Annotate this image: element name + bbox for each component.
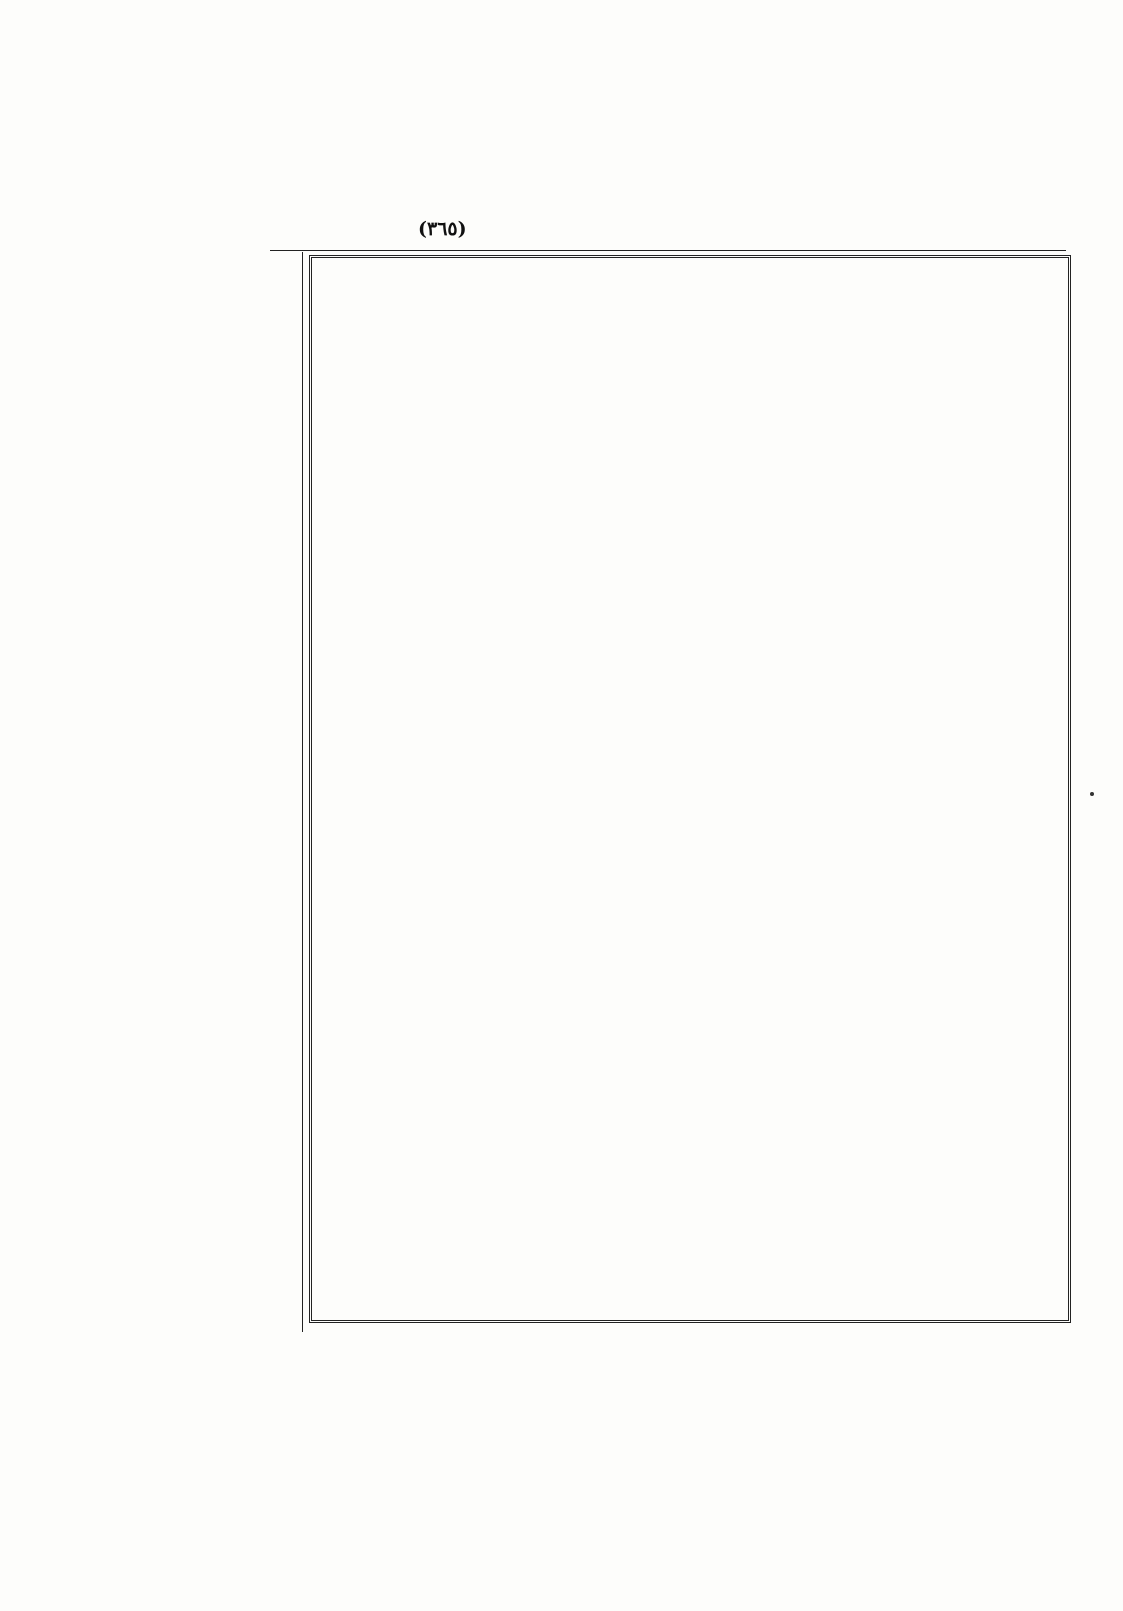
margin-line	[118, 918, 296, 953]
margin-line	[118, 1159, 296, 1194]
header-line	[118, 208, 1066, 245]
main-line	[322, 480, 1058, 515]
main-text-body	[322, 272, 1058, 1312]
main-line	[322, 550, 1058, 585]
main-line	[322, 341, 1058, 376]
header-divider	[270, 250, 1066, 251]
main-line	[322, 445, 1058, 480]
main-line	[322, 723, 1058, 758]
margin-line	[118, 1263, 296, 1298]
main-line	[322, 1174, 1058, 1209]
margin-line	[118, 400, 296, 435]
header-line	[118, 134, 1066, 171]
main-line	[322, 411, 1058, 446]
margin-line	[118, 987, 296, 1022]
header-line	[118, 60, 1066, 97]
main-line	[322, 862, 1058, 897]
margin-line	[118, 1297, 296, 1332]
margin-line	[118, 711, 296, 746]
margin-line	[118, 780, 296, 815]
footer-line	[118, 1518, 1068, 1555]
margin-line	[118, 607, 296, 642]
header-line	[118, 97, 1066, 134]
footer-line	[118, 1481, 1068, 1518]
main-line	[322, 1105, 1058, 1140]
column-divider	[302, 252, 303, 1332]
footer-line	[118, 1333, 1068, 1370]
footer-line	[118, 1407, 1068, 1444]
margin-line	[118, 1125, 296, 1160]
main-line	[322, 758, 1058, 793]
margin-line	[118, 297, 296, 332]
main-line	[322, 272, 1058, 307]
margin-line	[118, 814, 296, 849]
margin-line	[118, 538, 296, 573]
margin-commentary-column	[118, 262, 296, 1332]
main-line	[322, 1139, 1058, 1174]
footer-line	[118, 1370, 1068, 1407]
main-line	[322, 1243, 1058, 1278]
margin-line	[118, 1056, 296, 1091]
main-line	[322, 654, 1058, 689]
main-line	[322, 931, 1058, 966]
margin-line	[118, 504, 296, 539]
main-line	[322, 584, 1058, 619]
page-number: (٣٦٥)	[418, 218, 467, 240]
margin-line	[118, 676, 296, 711]
footer-text-block	[118, 1333, 1068, 1563]
main-line	[322, 1209, 1058, 1244]
margin-line	[118, 849, 296, 884]
margin-line	[118, 469, 296, 504]
margin-line	[118, 331, 296, 366]
main-line	[322, 515, 1058, 550]
main-line	[322, 1070, 1058, 1105]
main-line	[322, 966, 1058, 1001]
main-line	[322, 1278, 1058, 1313]
margin-line	[118, 1090, 296, 1125]
header-text-block	[118, 60, 1066, 246]
main-line	[322, 792, 1058, 827]
main-line	[322, 307, 1058, 342]
margin-line	[118, 1228, 296, 1263]
header-line	[118, 171, 1066, 208]
margin-line	[118, 262, 296, 297]
main-text-frame	[309, 255, 1071, 1323]
footer-line	[118, 1444, 1068, 1481]
margin-line	[118, 642, 296, 677]
main-line	[322, 896, 1058, 931]
margin-line	[118, 573, 296, 608]
main-line	[322, 1000, 1058, 1035]
margin-line	[118, 952, 296, 987]
main-line	[322, 827, 1058, 862]
margin-line	[118, 366, 296, 401]
margin-line	[118, 435, 296, 470]
main-line	[322, 688, 1058, 723]
main-line	[322, 619, 1058, 654]
margin-line	[118, 883, 296, 918]
margin-line	[118, 1021, 296, 1056]
main-line	[322, 1035, 1058, 1070]
margin-line	[118, 745, 296, 780]
scan-artifact	[1090, 792, 1094, 796]
main-line	[322, 376, 1058, 411]
margin-line	[118, 1194, 296, 1229]
